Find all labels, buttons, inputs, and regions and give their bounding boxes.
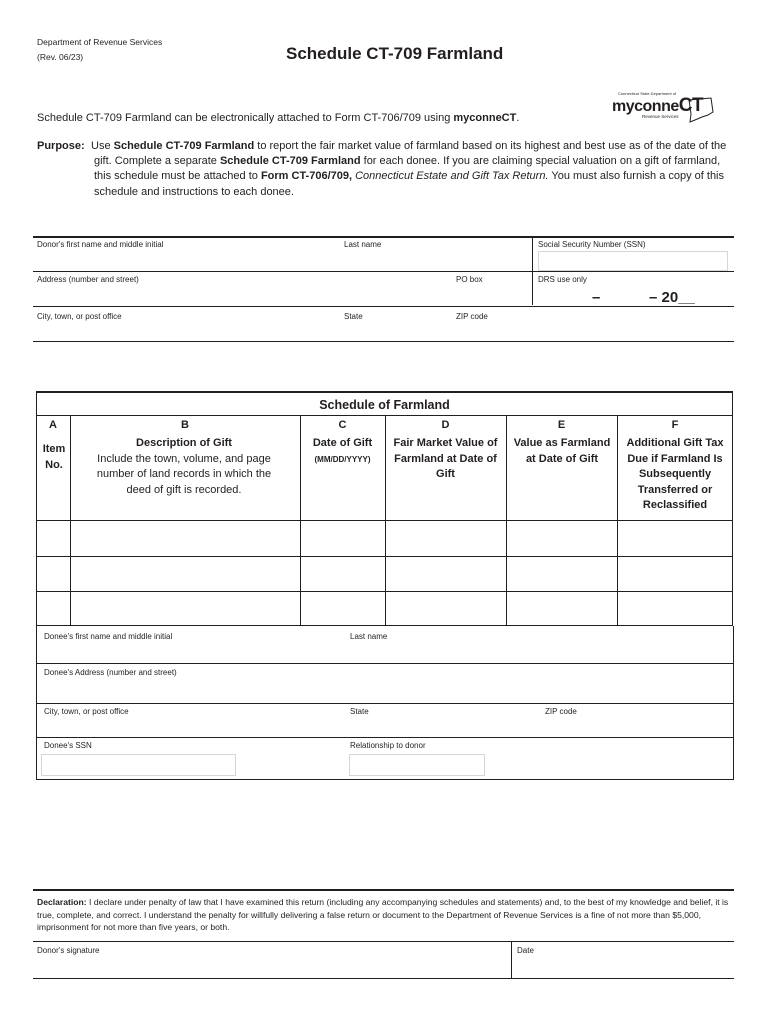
- donee-bottom-rule: [36, 779, 733, 780]
- myconnect-logo: [612, 91, 716, 129]
- table-row-3-description-cell[interactable]: [71, 592, 300, 626]
- date-label: Date: [517, 946, 534, 955]
- purpose-text-3: to report the fair market value of farmland based on its highest and best use as of the date of the gift. Complete a separate: [94, 140, 727, 168]
- table-row-1-description-cell[interactable]: [71, 521, 300, 556]
- table-row-2-description-cell[interactable]: [71, 557, 300, 591]
- drs-use-only-label: DRS use only: [538, 275, 587, 284]
- purpose-paragraph: [37, 139, 732, 200]
- attach-bold: myconneCT: [453, 112, 517, 124]
- attach-note: [37, 112, 519, 124]
- col-b-heading-block: [84, 436, 284, 498]
- revision-date: (Rev. 06/23): [37, 52, 84, 62]
- purpose-body: [37, 139, 732, 200]
- purpose-text-4: Schedule CT-709 Farmland: [219, 155, 361, 168]
- signature-label: Donor's signature: [37, 946, 100, 955]
- donee-ssn-label: Donee's SSN: [44, 741, 92, 750]
- signature-top-rule: [33, 941, 734, 942]
- donee-row2-rule: [36, 663, 733, 664]
- donee-last-name-label: Last name: [350, 632, 388, 641]
- declaration-top-rule: [33, 889, 734, 891]
- donor-zip-label: ZIP code: [456, 312, 488, 321]
- donee-city-label: City, town, or post office: [44, 707, 129, 716]
- date-field[interactable]: [512, 956, 734, 977]
- donor-row3-rule: [33, 306, 734, 307]
- col-b-letter: B: [181, 419, 189, 431]
- donee-zip-label: ZIP code: [545, 707, 577, 716]
- logo-suffix: CT: [678, 95, 704, 116]
- department-name: Department of Revenue Services: [37, 37, 163, 47]
- relationship-label: Relationship to donor: [350, 741, 426, 750]
- purpose-text-6: Form CT-706/709,: [260, 170, 353, 183]
- donor-ssn-field[interactable]: [538, 251, 728, 271]
- donee-right-border: [733, 626, 734, 780]
- col-c-letter: C: [338, 419, 347, 431]
- col-b-heading: Description of Gift: [136, 437, 232, 449]
- purpose-text-8: You must also furnish a copy of this schedule and instructions to each donee.: [94, 170, 725, 198]
- drs-year: – 20__: [649, 289, 695, 306]
- donee-state-label: State: [350, 707, 369, 716]
- drs-dash: –: [592, 289, 601, 306]
- col-a-heading: Item No.: [42, 443, 66, 471]
- donor-city-label: City, town, or post office: [37, 312, 122, 321]
- col-d-letter: D: [441, 419, 450, 431]
- col-e-heading: Value as Farmland at Date of Gift: [513, 437, 611, 465]
- schedule-title: Schedule of Farmland: [319, 398, 450, 412]
- purpose-text-7: Connecticut Estate and Gift Tax Return.: [352, 170, 549, 183]
- donor-state-label: State: [344, 312, 363, 321]
- logo-prefix: myconne: [612, 98, 679, 115]
- signature-bottom-rule: [33, 978, 734, 979]
- attach-text: Schedule CT-709 Farmland can be electronically attached to Form CT-706/709 using: [37, 112, 454, 124]
- logo-subtext: Revenue Services: [642, 114, 679, 119]
- donee-ssn-field[interactable]: [41, 754, 236, 776]
- donor-first-name-label: Donor's first name and middle initial: [37, 240, 164, 249]
- col-f-letter: F: [671, 419, 679, 431]
- logo-tagline: Connecticut State Department of: [618, 91, 677, 96]
- col-d-heading: Fair Market Value of Farmland at Date of Gift: [393, 437, 498, 480]
- signature-field[interactable]: [33, 956, 511, 977]
- donor-top-rule: [33, 236, 734, 238]
- purpose-label: Purpose:: [37, 140, 85, 152]
- donee-row4-rule: [36, 737, 733, 738]
- col-b-detail: Include the town, volume, and page number of land records in which the deed of gift is recorded.: [96, 452, 272, 496]
- col-c-heading: Date of Gift: [312, 437, 373, 449]
- donor-bottom-rule: [33, 341, 734, 342]
- donor-last-name-label: Last name: [344, 240, 382, 249]
- connecticut-outline-icon: [686, 94, 716, 124]
- relationship-field[interactable]: [349, 754, 485, 776]
- col-f-heading: Additional Gift Tax Due if Farmland Is Subsequently Transferred or Reclassified: [626, 437, 724, 511]
- donee-first-name-label: Donee's first name and middle initial: [44, 632, 173, 641]
- col-e-letter: E: [557, 419, 566, 431]
- attach-end: .: [516, 112, 520, 124]
- donee-row3-rule: [36, 703, 733, 704]
- donor-address-label: Address (number and street): [37, 275, 139, 284]
- col-c-heading-block: [300, 436, 385, 467]
- donor-row2-rule: [33, 271, 734, 272]
- form-title: Schedule CT-709 Farmland: [286, 44, 504, 63]
- declaration-text: [37, 896, 734, 934]
- donee-address-label: Donee's Address (number and street): [44, 668, 177, 677]
- purpose-text-2: Schedule CT-709 Farmland: [113, 140, 255, 152]
- donor-ssn-label: Social Security Number (SSN): [538, 240, 646, 249]
- donor-po-box-label: PO box: [456, 275, 483, 284]
- purpose-text-1: Use: [91, 140, 114, 152]
- declaration-body: I declare under penalty of law that I have examined this return (including any accompanying schedules and statements) and, to the best of my knowledge and belief, it is true, complete, and correct. I understand the penalty for willfully delivering a false return or document to the Department of Revenue Services is a fine of not more than $5,000, imprisonment for not more than five years, or both.: [37, 897, 729, 933]
- purpose-text-5: for each donee. If you are claiming special valuation on a gift of farmland, this schedule must be attached to: [94, 155, 721, 183]
- col-c-detail: (MM/DD/YYYY): [314, 454, 371, 464]
- declaration-label: Declaration:: [37, 897, 87, 907]
- col-a-letter: A: [49, 419, 57, 431]
